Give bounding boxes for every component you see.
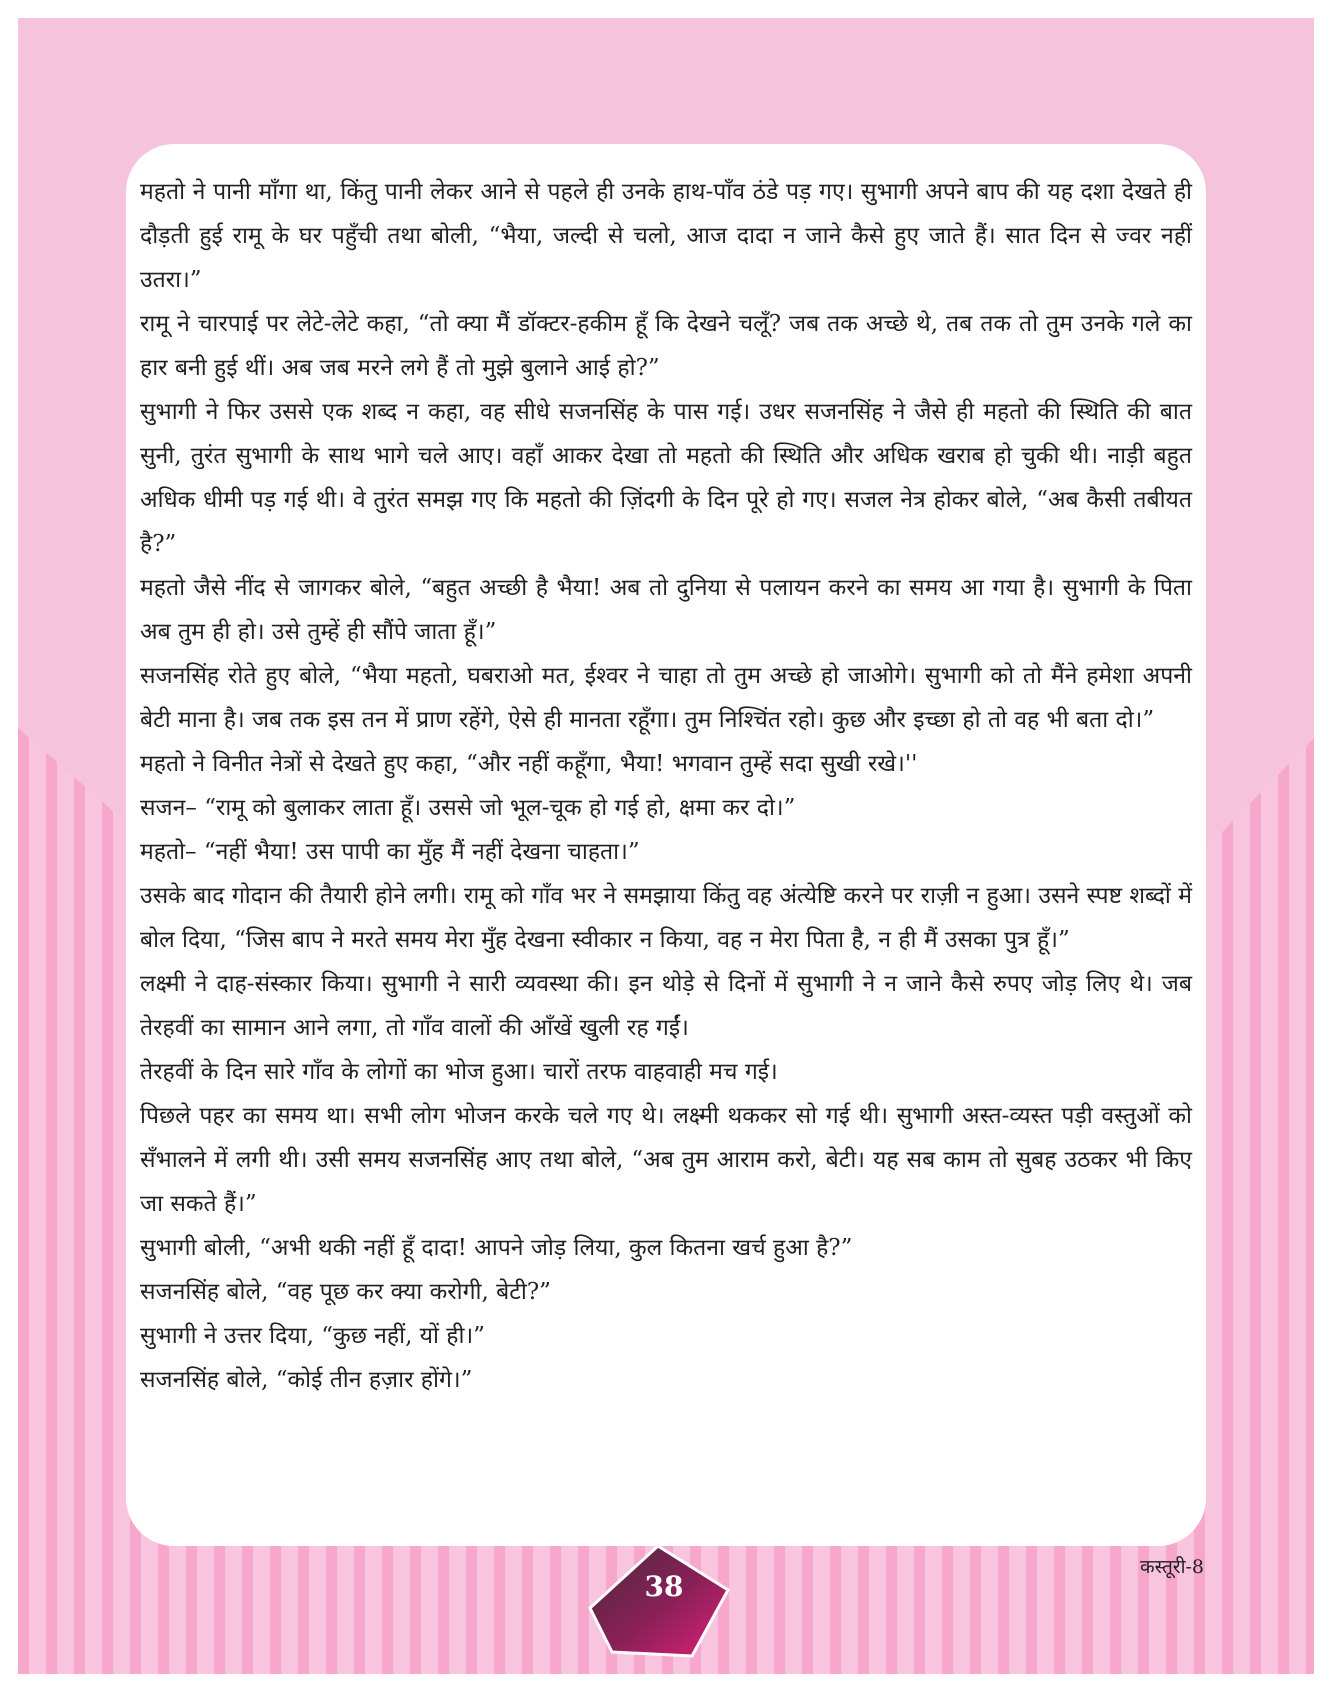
page-number: 38 — [644, 1570, 684, 1603]
paragraph: पिछले पहर का समय था। सभी लोग भोजन करके चले गए थे। लक्ष्मी थककर सो गई थी। सुभागी अस्त-व्यस्त पड़ी वस्तुओं को सँभालने में लगी थी। उसी समय सजनसिंह आए तथा बोले, “अब तुम आराम करो, बेटी। यह सब काम तो सुबह उठकर भी किए जा सकते हैं।” — [140, 1103, 1192, 1217]
paragraph: सजनसिंह बोले, “कोई तीन हज़ार होंगे।” — [140, 1367, 473, 1393]
paragraph: महतो जैसे नींद से जागकर बोले, “बहुत अच्छी है भैया! अब तो दुनिया से पलायन करने का समय आ गया है। सुभागी के पिता अब तुम ही हो। उसे तुम्हें ही सौंपे जाता हूँ।” — [140, 575, 1192, 645]
paragraph: महतो ने पानी माँगा था, किंतु पानी लेकर आने से पहले ही उनके हाथ-पाँव ठंडे पड़ गए। सुभागी अपने बाप की यह दशा देखते ही दौड़ती हुई रामू के घर पहुँची तथा बोली, “भैया, जल्दी से चलो, आज दादा न जाने कैसे हुए जाते हैं। सात दिन से ज्वर नहीं उतरा।” — [140, 179, 1192, 293]
paragraph: महतो– “नहीं भैया! उस पापी का मुँह मैं नहीं देखना चाहता।” — [140, 839, 640, 865]
paragraph: उसके बाद गोदान की तैयारी होने लगी। रामू को गाँव भर ने समझाया किंतु वह अंत्येष्टि करने पर राज़ी न हुआ। उसने स्पष्ट शब्दों में बोल दिया, “जिस बाप ने मरते समय मेरा मुँह देखना स्वीकार न किया, वह न मेरा पिता है, न ही मैं उसका पुत्र हूँ।” — [140, 883, 1192, 953]
story-text — [140, 170, 1192, 1402]
book-label: कस्तूरी-8 — [1139, 1556, 1204, 1578]
paragraph: सुभागी ने फिर उससे एक शब्द न कहा, वह सीधे सजनसिंह के पास गई। उधर सजनसिंह ने जैसे ही महतो की स्थिति की बात सुनी, तुरंत सुभागी के साथ भागे चले आए। वहाँ आकर देखा तो महतो की स्थिति और अधिक खराब हो चुकी थी। नाड़ी बहुत अधिक धीमी पड़ गई थी। वे तुरंत समझ गए कि महतो की ज़िंदगी के दिन पूरे हो गए। सजल नेत्र होकर बोले, “अब कैसी तबीयत है?” — [140, 399, 1192, 557]
paragraph: सजनसिंह बोले, “वह पूछ कर क्या करोगी, बेटी?” — [140, 1279, 551, 1305]
paragraph: तेरहवीं के दिन सारे गाँव के लोगों का भोज हुआ। चारों तरफ वाहवाही मच गई। — [140, 1059, 778, 1085]
paragraph: रामू ने चारपाई पर लेटे-लेटे कहा, “तो क्या मैं डॉक्टर-हकीम हूँ कि देखने चलूँ? जब तक अच्छे थे, तब तक तो तुम उनके गले का हार बनी हुई थीं। अब जब मरने लगे हैं तो मुझे बुलाने आई हो?” — [140, 311, 1192, 381]
paragraph: लक्ष्मी ने दाह-संस्कार किया। सुभागी ने सारी व्यवस्था की। इन थोड़े से दिनों में सुभागी ने न जाने कैसे रुपए जोड़ लिए थे। जब तेरहवीं का सामान आने लगा, तो गाँव वालों की आँखें खुली रह गईं। — [140, 971, 1192, 1041]
paragraph: सुभागी बोली, “अभी थकी नहीं हूँ दादा! आपने जोड़ लिया, कुल कितना खर्च हुआ है?” — [140, 1235, 853, 1261]
paragraph: सजन– “रामू को बुलाकर लाता हूँ। उससे जो भूल-चूक हो गई हो, क्षमा कर दो।” — [140, 795, 796, 821]
paragraph: महतो ने विनीत नेत्रों से देखते हुए कहा, “और नहीं कहूँगा, भैया! भगवान तुम्हें सदा सुखी रखे।'' — [140, 751, 918, 777]
paragraph: सुभागी ने उत्तर दिया, “कुछ नहीं, यों ही।” — [140, 1323, 485, 1349]
paragraph: सजनसिंह रोते हुए बोले, “भैया महतो, घबराओ मत, ईश्वर ने चाहा तो तुम अच्छे हो जाओगे। सुभागी को तो मैंने हमेशा अपनी बेटी माना है। जब तक इस तन में प्राण रहेंगे, ऐसे ही मानता रहूँगा। तुम निश्चिंत रहो। कुछ और इच्छा हो तो वह भी बता दो।” — [140, 663, 1192, 733]
